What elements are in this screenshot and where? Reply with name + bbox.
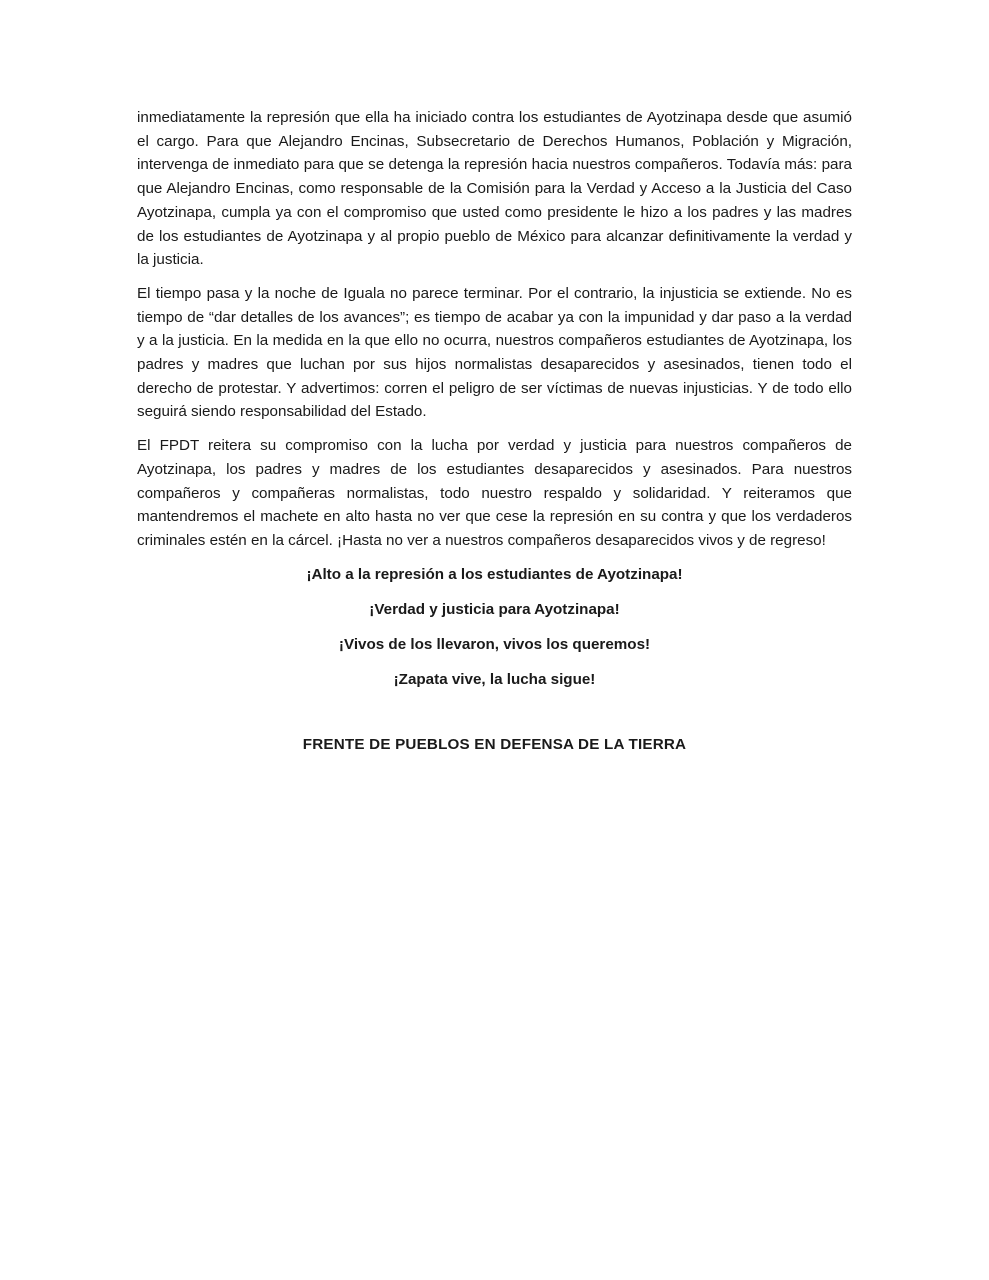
slogan-2: ¡Verdad y justicia para Ayotzinapa! <box>369 600 620 618</box>
slogan-3: ¡Vivos de los llevaron, vivos los queremos! <box>338 635 651 653</box>
paragraph-3: El FPDT reitera su compromiso con la lucha por verdad y justicia para nuestros compañeros de Ayotzinapa, los padres y madres de los estudiantes desaparecidos y asesinados. Para nuestros compañeros y compañeras normalistas, todo nuestro respaldo y solidaridad. Y reiteramos que mantendremos el machete en alto hasta no ver que cese la represión en su contra y que los verdaderos criminales estén en la cárcel. ¡Hasta no ver a nuestros compañeros desaparecidos vivos y de regreso! <box>137 437 852 549</box>
signature-line: FRENTE DE PUEBLOS EN DEFENSA DE LA TIERRA <box>302 736 687 754</box>
slogan-4: ¡Zapata vive, la lucha sigue! <box>393 670 596 688</box>
document-content <box>137 106 852 757</box>
slogan-1: ¡Alto a la represión a los estudiantes de Ayotzinapa! <box>306 565 683 583</box>
paragraph-1: inmediatamente la represión que ella ha iniciado contra los estudiantes de Ayotzinapa desde que asumió el cargo. Para que Alejandro Encinas, Subsecretario de Derechos Humanos, Población y Migración, intervenga de inmediato para que se detenga la represión hacia nuestros compañeros. Todavía más: para que Alejandro Encinas, como responsable de la Comisión para la Verdad y Acceso a la Justicia del Caso Ayotzinapa, cumpla ya con el compromiso que usted como presidente le hizo a los padres y las madres de los estudiantes de Ayotzinapa y al propio pueblo de México para alcanzar definitivamente la verdad y la justicia. <box>137 109 852 269</box>
paragraph-2: El tiempo pasa y la noche de Iguala no parece terminar. Por el contrario, la injusticia se extiende. No es tiempo de “dar detalles de los avances”; es tiempo de acabar ya con la impunidad y dar paso a la verdad y a la justicia. En la medida en la que ello no ocurra, nuestros compañeros estudiantes de Ayotzinapa, los padres y madres que luchan por sus hijos normalistas desaparecidos y asesinados, tienen todo el derecho de protestar. Y advertimos: corren el peligro de ser víctimas de nuevas injusticias. Y de todo ello seguirá siendo responsabilidad del Estado. <box>137 284 852 421</box>
